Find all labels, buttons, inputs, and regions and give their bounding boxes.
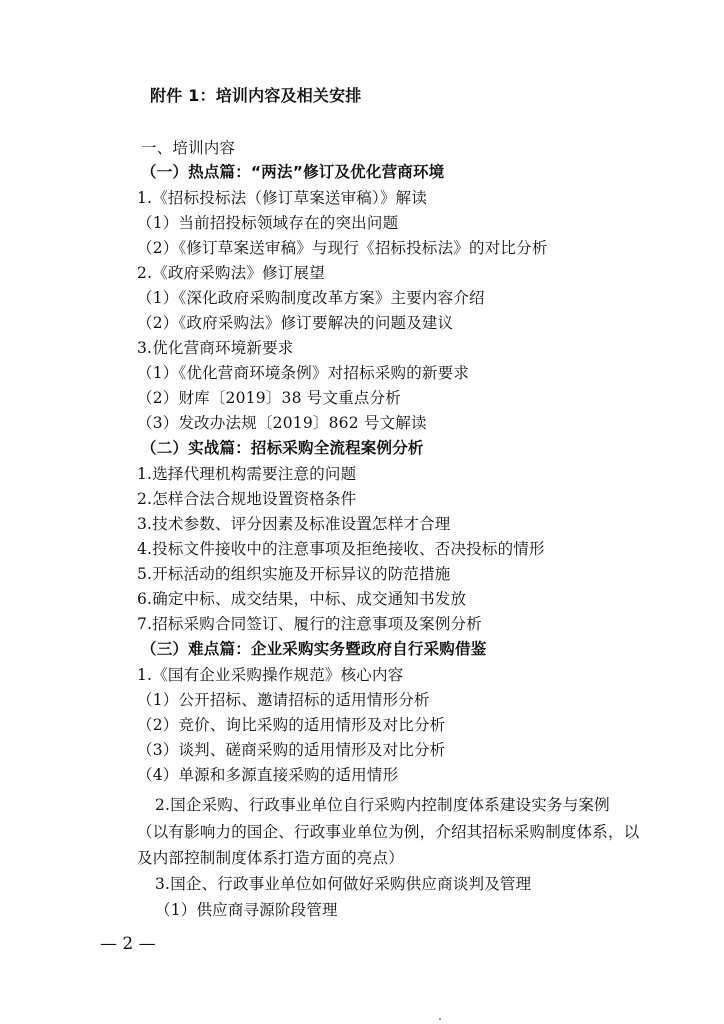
content-line: （2）《政府采购法》修订要解决的问题及建议 xyxy=(137,314,454,332)
content-line: （4）单源和多源直接采购的适用情形 xyxy=(137,766,399,784)
scan-speck xyxy=(439,1018,441,1020)
content-line: 4.投标文件接收中的注意事项及拒绝接收、否决投标的情形 xyxy=(137,540,545,558)
content-line: （2）《修订草案送审稿》与现行《招标投标法》的对比分析 xyxy=(137,239,548,257)
content-line: 3.技术参数、评分因素及标准设置怎样才合理 xyxy=(137,515,451,533)
content-line: 1.选择代理机构需要注意的问题 xyxy=(137,465,357,483)
content-line: （以有影响力的国企、行政事业单位为例，介绍其招标采购制度体系，以 xyxy=(137,823,640,841)
page-number: — 2 — xyxy=(100,934,156,954)
attachment-title: 附件 1：培训内容及相关安排 xyxy=(150,86,362,105)
content-line: 2.怎样合法合规地设置资格条件 xyxy=(137,490,357,508)
content-line: （2）财库〔2019〕38 号文重点分析 xyxy=(137,389,401,407)
content-line: 3.国企、行政事业单位如何做好采购供应商谈判及管理 xyxy=(155,875,532,893)
section-heading: 一、培训内容 xyxy=(141,139,236,157)
content-line: 6.确定中标、成交结果，中标、成交通知书发放 xyxy=(137,590,467,608)
content-line: 7.招标采购合同签订、履行的注意事项及案例分析 xyxy=(137,615,482,633)
content-line: 2.国企采购、行政事业单位自行采购内控制度体系建设实务与案例 xyxy=(155,796,610,814)
content-line: （3）发改办法规〔2019〕862 号文解读 xyxy=(137,414,427,432)
content-line: 3.优化营商环境新要求 xyxy=(137,339,294,357)
content-line: 2.《政府采购法》修订展望 xyxy=(137,264,325,282)
content-line: （2）竞价、询比采购的适用情形及对比分析 xyxy=(137,716,446,734)
subsection-heading: （三）难点篇：企业采购实务暨政府自行采购借鉴 xyxy=(141,640,487,658)
subsection-heading: （一）热点篇：“两法”修订及优化营商环境 xyxy=(141,163,445,181)
content-line: 1.《国有企业采购操作规范》核心内容 xyxy=(137,666,404,684)
content-line: （1）《深化政府采购制度改革方案》主要内容介绍 xyxy=(137,289,485,307)
subsection-heading: （二）实战篇：招标采购全流程案例分析 xyxy=(141,439,424,457)
content-line: （1）供应商寻源阶段管理 xyxy=(155,901,338,919)
content-line: （1）《优化营商环境条例》对招标采购的新要求 xyxy=(137,364,470,382)
content-line: 5.开标活动的组织实施及开标异议的防范措施 xyxy=(137,565,451,583)
content-line: （1）公开招标、邀请招标的适用情形分析 xyxy=(137,691,430,709)
content-line: 1.《招标投标法（修订草案送审稿）》解读 xyxy=(137,189,428,207)
content-line: （1）当前招投标领域存在的突出问题 xyxy=(137,214,399,232)
content-line: （3）谈判、磋商采购的适用情形及对比分析 xyxy=(137,741,446,759)
content-line: 及内部控制制度体系打造方面的亮点） xyxy=(137,849,404,867)
